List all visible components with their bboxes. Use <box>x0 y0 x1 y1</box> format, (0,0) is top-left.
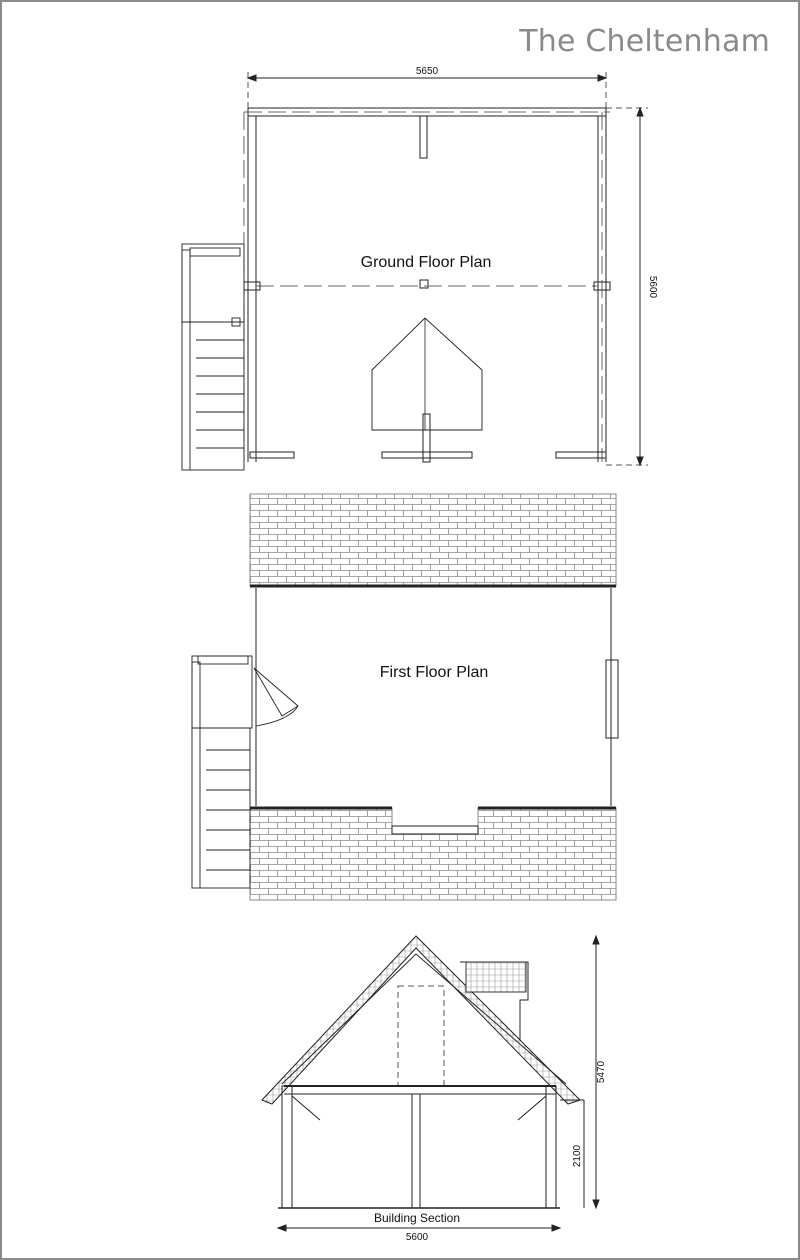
width-dimension-text: 5650 <box>415 66 439 77</box>
ground-floor-plan <box>182 66 658 470</box>
ground-floor-walls <box>244 108 610 462</box>
width-dimension-line <box>248 72 606 110</box>
section-width-dimension <box>278 1225 560 1231</box>
dormer-dashed-opening <box>398 986 444 1086</box>
section-posts <box>278 1086 560 1208</box>
ground-floor-stair <box>182 244 244 470</box>
ground-floor-plan-label: Ground Floor Plan <box>360 254 492 271</box>
roof-tiles-upper <box>250 494 616 586</box>
building-section-label: Building Section <box>373 1211 461 1225</box>
first-floor-stair <box>192 656 252 888</box>
first-floor-plan-label: First Floor Plan <box>379 664 489 681</box>
section-eaves-text: 2100 <box>572 1144 583 1168</box>
depth-dimension-text: 5600 <box>647 275 658 299</box>
roof-tiles-lower <box>250 808 616 900</box>
first-floor-plan <box>192 494 618 900</box>
section-width-text: 5600 <box>405 1232 429 1243</box>
building-section <box>262 936 607 1243</box>
section-height-text: 5470 <box>596 1060 607 1084</box>
first-floor-walls <box>254 588 618 806</box>
roof-profile <box>262 936 580 1104</box>
dormer-window <box>392 826 478 834</box>
depth-dimension-line <box>606 108 648 465</box>
pentagon-outline <box>372 318 482 430</box>
page-title: The Cheltenham <box>519 24 770 59</box>
